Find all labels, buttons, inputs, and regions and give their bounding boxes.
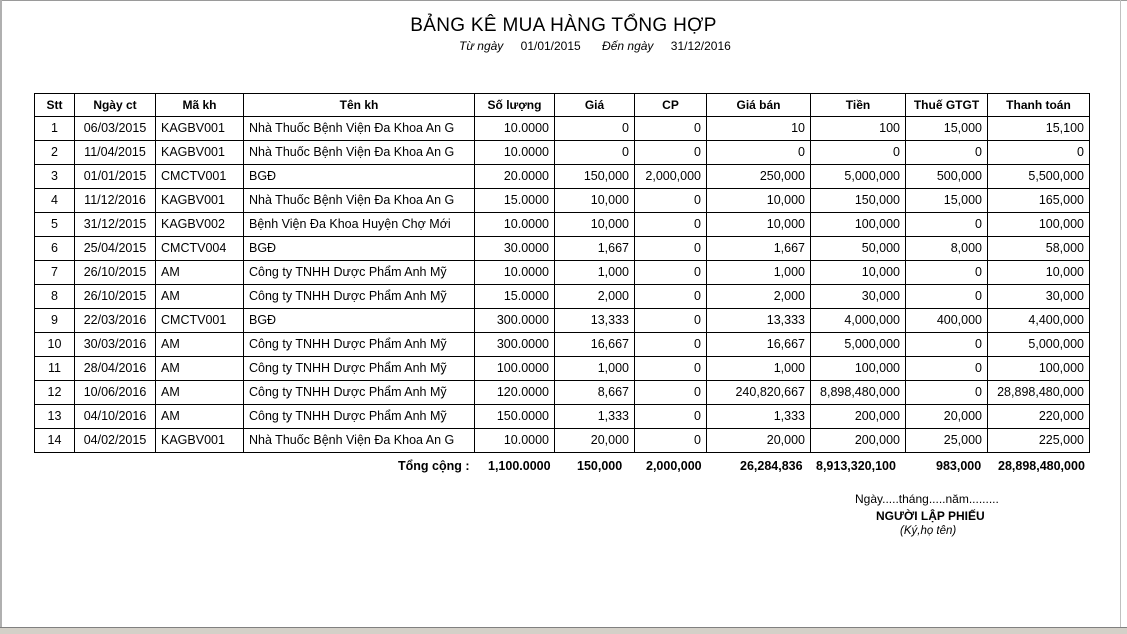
- cell-vat: 0: [906, 285, 988, 309]
- cell-stt: 8: [35, 285, 75, 309]
- col-header-payment: Thanh toán: [988, 94, 1090, 117]
- cell-customer-code: AM: [156, 333, 244, 357]
- window-top-border: [0, 0, 1127, 1]
- cell-customer-name: Công ty TNHH Dược Phẩm Anh Mỹ: [244, 381, 475, 405]
- cell-customer-name: Nhà Thuốc Bệnh Viện Đa Khoa An G: [244, 429, 475, 453]
- cell-sale-price: 16,667: [707, 333, 811, 357]
- cell-date: 31/12/2015: [75, 213, 156, 237]
- cell-sale-price: 10: [707, 117, 811, 141]
- purchase-table: [34, 93, 1090, 453]
- cell-customer-code: KAGBV001: [156, 189, 244, 213]
- cell-sale-price: 2,000: [707, 285, 811, 309]
- cell-vat: 0: [906, 333, 988, 357]
- cell-date: 11/04/2015: [75, 141, 156, 165]
- cell-cp: 0: [635, 333, 707, 357]
- cell-amount: 150,000: [811, 189, 906, 213]
- cell-customer-name: BGĐ: [244, 165, 475, 189]
- to-date-label: Đến ngày: [602, 39, 654, 53]
- signature-date-line: Ngày.....tháng.....năm.........: [855, 492, 999, 506]
- cell-stt: 11: [35, 357, 75, 381]
- cell-customer-name: Công ty TNHH Dược Phẩm Anh Mỹ: [244, 333, 475, 357]
- cell-sale-price: 20,000: [707, 429, 811, 453]
- cell-quantity: 150.0000: [475, 405, 555, 429]
- cell-payment: 100,000: [988, 357, 1090, 381]
- cell-customer-name: Nhà Thuốc Bệnh Viện Đa Khoa An G: [244, 141, 475, 165]
- cell-price: 10,000: [555, 213, 635, 237]
- table-row: [35, 309, 1090, 333]
- cell-stt: 2: [35, 141, 75, 165]
- total-quantity: 1,100.0000: [488, 459, 551, 473]
- cell-customer-code: AM: [156, 381, 244, 405]
- cell-date: 26/10/2015: [75, 261, 156, 285]
- cell-payment: 30,000: [988, 285, 1090, 309]
- table-row: [35, 117, 1090, 141]
- col-header-price: Giá: [555, 94, 635, 117]
- table-body: [35, 117, 1090, 453]
- cell-payment: 165,000: [988, 189, 1090, 213]
- cell-customer-name: Công ty TNHH Dược Phẩm Anh Mỹ: [244, 261, 475, 285]
- cell-payment: 5,500,000: [988, 165, 1090, 189]
- total-vat: 983,000: [936, 459, 982, 473]
- cell-payment: 10,000: [988, 261, 1090, 285]
- cell-payment: 220,000: [988, 405, 1090, 429]
- col-header-stt: Stt: [35, 94, 75, 117]
- cell-payment: 15,100: [988, 117, 1090, 141]
- table-row: [35, 429, 1090, 453]
- cell-stt: 13: [35, 405, 75, 429]
- total-payment: 28,898,480,000: [998, 459, 1085, 473]
- cell-cp: 0: [635, 237, 707, 261]
- cell-quantity: 30.0000: [475, 237, 555, 261]
- cell-amount: 100,000: [811, 213, 906, 237]
- cell-stt: 6: [35, 237, 75, 261]
- cell-amount: 200,000: [811, 429, 906, 453]
- cell-sale-price: 1,000: [707, 261, 811, 285]
- page-right-border: [1120, 0, 1121, 633]
- cell-amount: 8,898,480,000: [811, 381, 906, 405]
- cell-vat: 8,000: [906, 237, 988, 261]
- cell-price: 1,000: [555, 357, 635, 381]
- col-header-cp: CP: [635, 94, 707, 117]
- cell-amount: 200,000: [811, 405, 906, 429]
- cell-cp: 0: [635, 405, 707, 429]
- cell-payment: 28,898,480,000: [988, 381, 1090, 405]
- cell-vat: 0: [906, 141, 988, 165]
- cell-vat: 0: [906, 381, 988, 405]
- cell-price: 20,000: [555, 429, 635, 453]
- cell-customer-code: KAGBV001: [156, 141, 244, 165]
- cell-cp: 0: [635, 189, 707, 213]
- cell-price: 1,000: [555, 261, 635, 285]
- cell-amount: 50,000: [811, 237, 906, 261]
- cell-amount: 10,000: [811, 261, 906, 285]
- cell-stt: 14: [35, 429, 75, 453]
- cell-customer-code: KAGBV001: [156, 429, 244, 453]
- cell-stt: 12: [35, 381, 75, 405]
- cell-quantity: 15.0000: [475, 189, 555, 213]
- cell-cp: 0: [635, 285, 707, 309]
- cell-vat: 0: [906, 357, 988, 381]
- cell-stt: 4: [35, 189, 75, 213]
- cell-quantity: 100.0000: [475, 357, 555, 381]
- col-header-customer-code: Mã kh: [156, 94, 244, 117]
- cell-customer-code: AM: [156, 261, 244, 285]
- cell-quantity: 15.0000: [475, 285, 555, 309]
- cell-sale-price: 250,000: [707, 165, 811, 189]
- cell-customer-code: KAGBV002: [156, 213, 244, 237]
- cell-price: 16,667: [555, 333, 635, 357]
- from-date-label: Từ ngày: [459, 39, 504, 53]
- cell-amount: 5,000,000: [811, 165, 906, 189]
- cell-vat: 400,000: [906, 309, 988, 333]
- from-date-value: 01/01/2015: [520, 39, 581, 53]
- cell-customer-code: KAGBV001: [156, 117, 244, 141]
- table-row: [35, 357, 1090, 381]
- cell-payment: 0: [988, 141, 1090, 165]
- cell-quantity: 20.0000: [475, 165, 555, 189]
- cell-amount: 4,000,000: [811, 309, 906, 333]
- cell-price: 0: [555, 117, 635, 141]
- cell-date: 11/12/2016: [75, 189, 156, 213]
- cell-vat: 15,000: [906, 189, 988, 213]
- cell-payment: 58,000: [988, 237, 1090, 261]
- cell-amount: 100: [811, 117, 906, 141]
- signature-note: (Ký,họ tên): [900, 525, 957, 537]
- report-title: BẢNG KÊ MUA HÀNG TỔNG HỢP: [410, 15, 717, 36]
- cell-cp: 0: [635, 357, 707, 381]
- cell-amount: 0: [811, 141, 906, 165]
- table-row: [35, 381, 1090, 405]
- table-row: [35, 405, 1090, 429]
- cell-vat: 25,000: [906, 429, 988, 453]
- table-header-row: [35, 94, 1090, 117]
- total-sale-price: 26,284,836: [740, 459, 803, 473]
- table-row: [35, 165, 1090, 189]
- cell-amount: 30,000: [811, 285, 906, 309]
- cell-cp: 0: [635, 381, 707, 405]
- cell-customer-name: Công ty TNHH Dược Phẩm Anh Mỹ: [244, 405, 475, 429]
- cell-date: 04/02/2015: [75, 429, 156, 453]
- cell-amount: 5,000,000: [811, 333, 906, 357]
- cell-cp: 0: [635, 213, 707, 237]
- table-row: [35, 189, 1090, 213]
- cell-quantity: 10.0000: [475, 213, 555, 237]
- cell-payment: 4,400,000: [988, 309, 1090, 333]
- col-header-date: Ngày ct: [75, 94, 156, 117]
- table-row: [35, 141, 1090, 165]
- cell-vat: 0: [906, 261, 988, 285]
- cell-customer-name: Nhà Thuốc Bệnh Viện Đa Khoa An G: [244, 117, 475, 141]
- cell-sale-price: 10,000: [707, 189, 811, 213]
- cell-cp: 2,000,000: [635, 165, 707, 189]
- cell-customer-name: BGĐ: [244, 237, 475, 261]
- cell-sale-price: 1,000: [707, 357, 811, 381]
- cell-price: 150,000: [555, 165, 635, 189]
- cell-quantity: 300.0000: [475, 333, 555, 357]
- cell-quantity: 10.0000: [475, 141, 555, 165]
- table-row: [35, 261, 1090, 285]
- cell-customer-name: Bệnh Viện Đa Khoa Huyện Chợ Mới: [244, 213, 475, 237]
- col-header-amount: Tiền: [811, 94, 906, 117]
- cell-vat: 15,000: [906, 117, 988, 141]
- cell-quantity: 10.0000: [475, 261, 555, 285]
- cell-stt: 3: [35, 165, 75, 189]
- cell-customer-code: CMCTV001: [156, 309, 244, 333]
- cell-cp: 0: [635, 117, 707, 141]
- cell-payment: 225,000: [988, 429, 1090, 453]
- cell-customer-name: BGĐ: [244, 309, 475, 333]
- cell-date: 01/01/2015: [75, 165, 156, 189]
- cell-payment: 100,000: [988, 213, 1090, 237]
- col-header-customer-name: Tên kh: [244, 94, 475, 117]
- cell-stt: 10: [35, 333, 75, 357]
- table-row: [35, 333, 1090, 357]
- cell-customer-code: AM: [156, 285, 244, 309]
- cell-date: 25/04/2015: [75, 237, 156, 261]
- signature-title: NGƯỜI LẬP PHIẾU: [876, 509, 985, 523]
- cell-quantity: 120.0000: [475, 381, 555, 405]
- total-price: 150,000: [577, 459, 623, 473]
- cell-customer-name: Công ty TNHH Dược Phẩm Anh Mỹ: [244, 285, 475, 309]
- cell-cp: 0: [635, 429, 707, 453]
- cell-customer-name: Công ty TNHH Dược Phẩm Anh Mỹ: [244, 357, 475, 381]
- cell-quantity: 300.0000: [475, 309, 555, 333]
- cell-cp: 0: [635, 309, 707, 333]
- cell-sale-price: 13,333: [707, 309, 811, 333]
- cell-sale-price: 1,333: [707, 405, 811, 429]
- to-date-value: 31/12/2016: [670, 39, 731, 53]
- date-range: [459, 39, 731, 53]
- cell-sale-price: 240,820,667: [707, 381, 811, 405]
- cell-price: 10,000: [555, 189, 635, 213]
- cell-price: 8,667: [555, 381, 635, 405]
- cell-quantity: 10.0000: [475, 117, 555, 141]
- cell-date: 22/03/2016: [75, 309, 156, 333]
- cell-date: 10/06/2016: [75, 381, 156, 405]
- col-header-quantity: Số lượng: [475, 94, 555, 117]
- cell-customer-name: Nhà Thuốc Bệnh Viện Đa Khoa An G: [244, 189, 475, 213]
- cell-vat: 500,000: [906, 165, 988, 189]
- total-amount: 8,913,320,100: [816, 459, 896, 473]
- col-header-vat: Thuế GTGT: [906, 94, 988, 117]
- cell-date: 28/04/2016: [75, 357, 156, 381]
- cell-price: 1,667: [555, 237, 635, 261]
- table-row: [35, 237, 1090, 261]
- cell-price: 13,333: [555, 309, 635, 333]
- cell-customer-code: AM: [156, 405, 244, 429]
- cell-stt: 5: [35, 213, 75, 237]
- window-left-border: [0, 0, 2, 633]
- cell-date: 26/10/2015: [75, 285, 156, 309]
- table-row: [35, 285, 1090, 309]
- cell-sale-price: 0: [707, 141, 811, 165]
- cell-stt: 9: [35, 309, 75, 333]
- cell-vat: 0: [906, 213, 988, 237]
- cell-stt: 1: [35, 117, 75, 141]
- cell-customer-code: CMCTV001: [156, 165, 244, 189]
- cell-cp: 0: [635, 141, 707, 165]
- col-header-sale-price: Giá bán: [707, 94, 811, 117]
- totals-label: Tổng cộng :: [398, 459, 470, 473]
- cell-date: 30/03/2016: [75, 333, 156, 357]
- cell-price: 2,000: [555, 285, 635, 309]
- cell-payment: 5,000,000: [988, 333, 1090, 357]
- cell-sale-price: 10,000: [707, 213, 811, 237]
- cell-customer-code: CMCTV004: [156, 237, 244, 261]
- table-row: [35, 213, 1090, 237]
- cell-quantity: 10.0000: [475, 429, 555, 453]
- cell-stt: 7: [35, 261, 75, 285]
- cell-amount: 100,000: [811, 357, 906, 381]
- total-cp: 2,000,000: [646, 459, 702, 473]
- cell-price: 0: [555, 141, 635, 165]
- cell-customer-code: AM: [156, 357, 244, 381]
- cell-vat: 20,000: [906, 405, 988, 429]
- cell-cp: 0: [635, 261, 707, 285]
- cell-date: 04/10/2016: [75, 405, 156, 429]
- cell-sale-price: 1,667: [707, 237, 811, 261]
- cell-date: 06/03/2015: [75, 117, 156, 141]
- cell-price: 1,333: [555, 405, 635, 429]
